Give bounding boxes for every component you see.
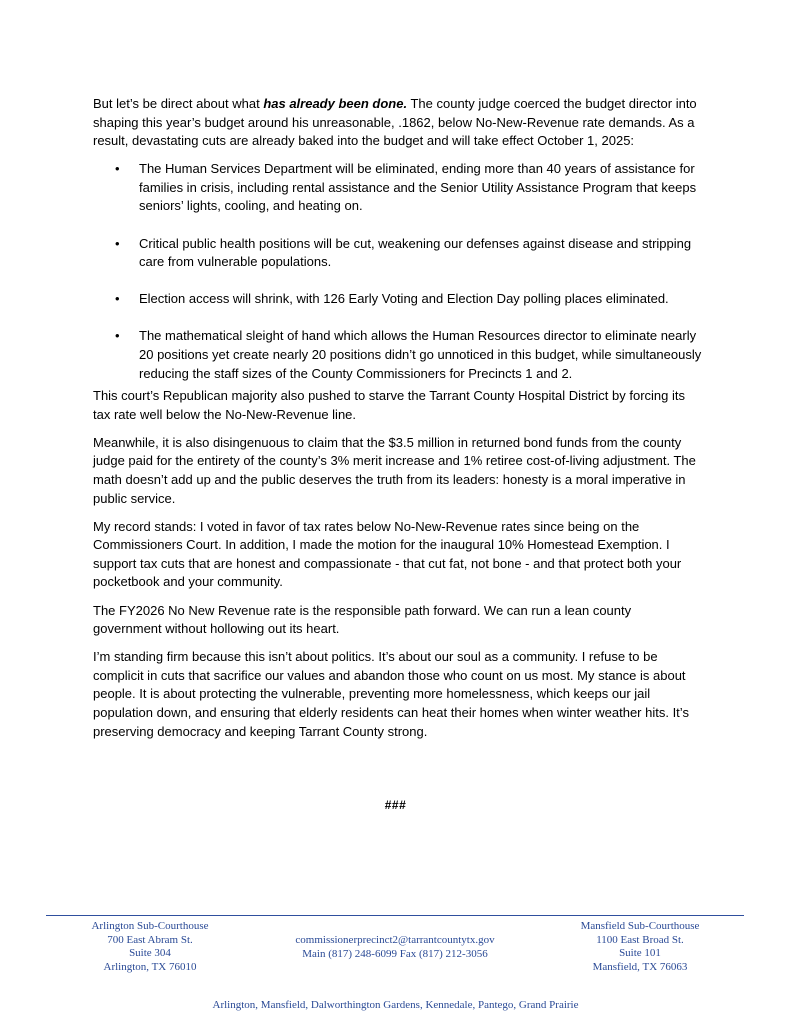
list-item-text: Critical public health positions will be cut, weakening our defenses against disease and stripping care from vulnerable populations. [139,235,692,270]
budget-cuts-list [93,160,703,383]
address-street: 1100 East Broad St. [596,933,684,946]
list-item [93,160,703,216]
bullet-icon: • [115,291,120,307]
list-item [93,290,703,309]
path-forward-paragraph: The FY2026 No New Revenue rate is the responsible path forward. We can run a lean county government without hollowing out its heart. [93,602,632,637]
arlington-address [60,920,240,974]
address-street: 700 East Abram St. [107,933,193,946]
address-city: Arlington, TX 76010 [103,960,197,973]
contact-phones: Main (817) 248-6099 Fax (817) 212-3056 [302,947,488,960]
contact-info [255,934,535,961]
closing-paragraph: I’m standing firm because this isn’t about politics. It’s about our soul as a community. I refuse to be complicit in cuts that sacrifice our values and abandon those who count on us most. My stance is about people. It is about protecting the vulnerable, preventing more homelessness, which keeps our jail population down, and ensuring that elderly residents can heat their homes when winter weather hits. It’s preserving democracy and keeping Tarrant County strong. [93,649,689,739]
address-suite: Suite 101 [619,947,661,960]
bullet-icon: • [115,161,120,177]
hospital-district-paragraph: This court’s Republican majority also pushed to starve the Tarrant County Hospital District by forcing its tax rate well below the No-New-Revenue line. [93,388,686,422]
intro-prefix: But let’s be direct about what [93,96,264,111]
address-suite: Suite 304 [129,947,171,960]
address-name: Arlington Sub-Courthouse [91,920,209,932]
document-body [93,95,703,751]
end-mark: ### [384,798,407,812]
list-item-text: Election access will shrink, with 126 Early Voting and Election Day polling places eliminated. [139,291,669,307]
intro-suffix: The county judge coerced the budget director into shaping this year’s budget around his unreasonable, .1862, below No-New-Revenue rate demands. As a result, devastating cuts are already baked into the budget and will take effect October 1, 2025: [93,96,697,149]
list-item [93,327,703,383]
footer-divider [46,915,744,916]
bullet-icon: • [115,235,120,251]
contact-email[interactable]: commissionerprecinct2@tarrantcountytx.gov [295,934,495,946]
list-item-text: The mathematical sleight of hand which allows the Human Resources director to eliminate nearly 20 positions yet create nearly 20 positions didn’t go unnoticed in this budget, while simultaneously reducing the staff sizes of the County Commissioners for Precincts 1 and 2. [139,328,702,381]
mansfield-address [552,920,728,974]
list-item-text: The Human Services Department will be eliminated, ending more than 40 years of assistance for families in crisis, including rental assistance and the Senior Utility Assistance Program that keeps seniors’ lights, cooling, and heating on. [139,161,697,214]
record-paragraph: My record stands: I voted in favor of tax rates below No-New-Revenue rates since being on the Commissioners Court. In addition, I made the motion for the inaugural 10% Homestead Exemption. I support tax cuts that are honest and compassionate - that cut fat, not bone - and that protect both your pocketbook and your community. [93,518,682,590]
intro-emphasis: has already been done. [263,96,408,111]
bullet-icon: • [115,328,120,344]
precinct-cities: Arlington, Mansfield, Dalworthington Gardens, Kennedale, Pantego, Grand Prairie [212,999,579,1011]
bond-funds-paragraph: Meanwhile, it is also disingenuous to claim that the $3.5 million in returned bond funds from the county judge paid for the entirety of the county’s 3% merit increase and 1% retiree cost-of-living adjustment. The math doesn’t add up and the public deserves the truth from its leaders: honesty is a moral imperative in public service. [93,434,696,506]
address-name: Mansfield Sub-Courthouse [580,920,700,932]
list-item [93,235,703,272]
intro-paragraph [93,95,703,151]
address-city: Mansfield, TX 76063 [592,960,688,973]
